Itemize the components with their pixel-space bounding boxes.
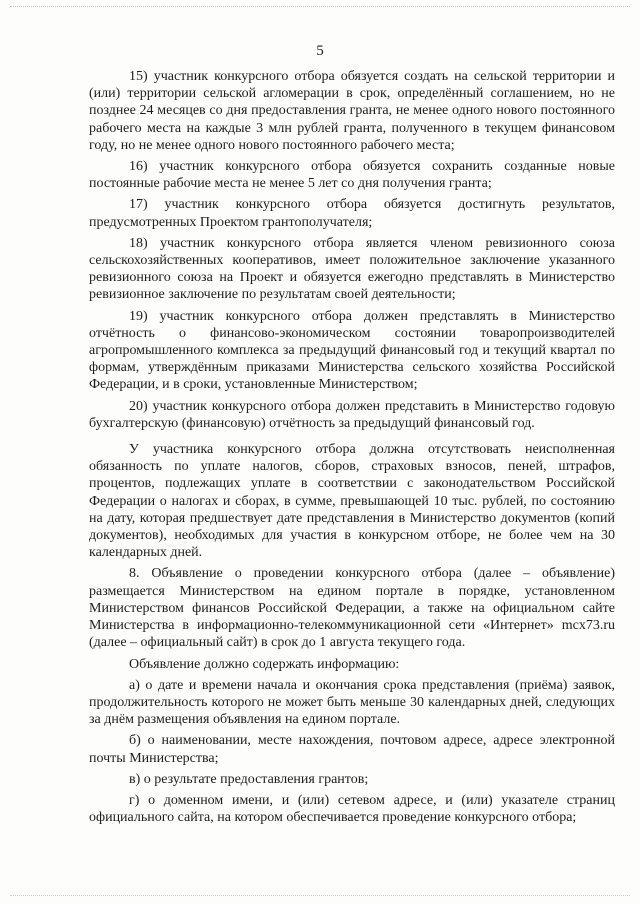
paragraph-item-16: 16) участник конкурсного отбора обязуется сохранить созданные новые постоянные рабочие места не менее 5 лет со дня получения гранта; (89, 159, 615, 192)
paragraph-tax-requirement: У участника конкурсного отбора должна отсутствовать неисполненная обязанность по уплате налогов, сборов, страховых взносов, пеней, штрафов, процентов, подлежащих уплате в соответствии с законодательством Российской Федерации о налогах и сборах, в сумме, превышающей 10 тыс. рублей, по состоянию на дату, которая предшествует дате представления в Министерство документов (копий документов), необходимых для участия в конкурсном отборе, не более чем на 30 календарных дней. (89, 442, 615, 561)
document-body (89, 68, 615, 826)
paragraph-item-19: 19) участник конкурсного отбора должен представлять в Министерство отчётность о финансово-экономическом состоянии товаропроизводителей агропромышленного комплекса за предыдущий финансовый год и текущий квартал по формам, утверждённым приказами Министерства сельского хозяйства Российской Федерации, и в сроки, установленные Министерством; (89, 308, 615, 393)
paragraph-item-b: б) о наименовании, месте нахождения, почтовом адресе, адресе электронной почты Министерства; (89, 733, 615, 766)
scan-edge-top (10, 6, 630, 8)
paragraph-item-18: 18) участник конкурсного отбора является членом ревизионного союза сельскохозяйственных кооперативов, имеет положительное заключение указанного ревизионного союза на Проект и обязуется ежегодно представлять в Министерство ревизионное заключение по результатам своей деятельности; (89, 235, 615, 303)
paragraph-section-8: 8. Объявление о проведении конкурсного отбора (далее – объявление) размещается Министерством на едином портале в порядке, установленном Министерством финансов Российской Федерации, а также на официальном сайте Министерства в информационно-телекоммуникационной сети «Интернет» mcx73.ru (далее – официальный сайт) в срок до 1 августа текущего года. (89, 566, 615, 651)
paragraph-item-20: 20) участник конкурсного отбора должен представить в Министерство годовую бухгалтерскую (финансовую) отчётность за предыдущий финансовый год. (89, 398, 615, 431)
paragraph-item-v: в) о результате предоставления грантов; (129, 771, 369, 787)
paragraph-item-15: 15) участник конкурсного отбора обязуется создать на сельской территории и (или) территории сельской агломерации в срок, определённый соглашением, но не позднее 24 месяцев со дня предоставления гранта, не менее одного нового постоянного рабочего места на каждые 3 млн рублей гранта, полученного в текущем финансовом году, но не менее одного нового постоянного рабочего места; (89, 69, 615, 153)
paragraph-item-a: а) о дате и времени начала и окончания срока представления (приёма) заявок, продолжительность которого не может быть меньше 30 календарных дней, следующих за днём размещения объявления на едином портале. (89, 677, 615, 728)
paragraph-announcement-intro: Объявление должно содержать информацию: (129, 656, 400, 672)
page-number: 5 (316, 43, 324, 59)
paragraph-item-g: г) о доменном имени, и (или) сетевом адресе, и (или) указателе страниц официального сайта, на котором обеспечивается проведение конкурсного отбора; (89, 792, 615, 826)
paragraph-item-17: 17) участник конкурсного отбора обязуется достигнуть результатов, предусмотренных Проектом грантополучателя; (89, 197, 615, 230)
scan-edge-bottom (10, 895, 630, 897)
